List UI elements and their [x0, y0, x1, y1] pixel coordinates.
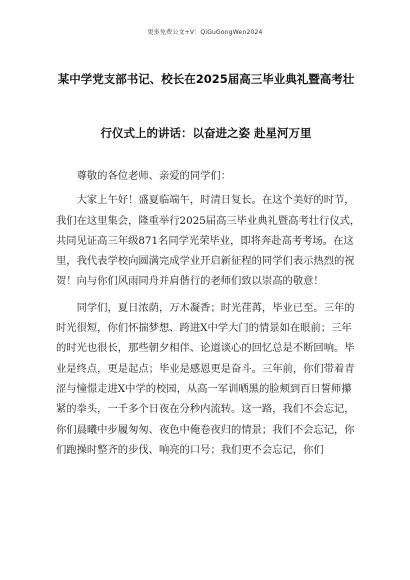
paragraph: 大家上午好！盛夏临端午，时清日复长。在这个美好的时节，我们在这里集会，隆重举行2025届高三毕业典礼暨高考壮行仪式，共同见证高三年级871名同学光荣毕业，即将奔赴高考考场。在这里，我代表学校向圆满完成学业开启新征程的同学们表示热烈的祝贺！向与你们风雨同舟并肩偕行的老师们致以崇高的敬意！ — [56, 194, 361, 288]
salutation: 尊敬的各位老师、亲爱的同学们： — [76, 170, 232, 182]
paragraph: 同学们，夏日浓荫，万木凝香；时光荏苒，毕业已至。三年的时光很短，你们怀揣梦想、跨进X中学大门的情景如在眼前；三年的时光也很长，那些朝夕相伴、论道谈心的回忆总是不断回响。毕业是终点，更是起点；毕业是感恩更是奋斗。三年前，你们带着青涩与憧憬走进X中学的校园，从高一军训晒黑的脸颊到百日誓师攥紧的拳头，一千多个日夜在分秒内流转。这一路，我们不会忘记，你们晨曦中步履匆匆、夜色中俺卷夜归的情景；我们不会忘记，你们跑操时整齐的步伐、响亮的口号；我们更不会忘记，你们 — [56, 301, 355, 456]
header-note: 更多免费公文+V：QiGuGongWen2024 — [147, 29, 263, 36]
document-title-line-2: 行仪式上的讲话：以奋进之姿 赴星河万里 — [100, 126, 312, 140]
document-title-line-1: 某中学党支部书记、校长在2025届高三毕业典礼暨高考壮 — [57, 72, 355, 86]
speech-body — [56, 166, 361, 466]
